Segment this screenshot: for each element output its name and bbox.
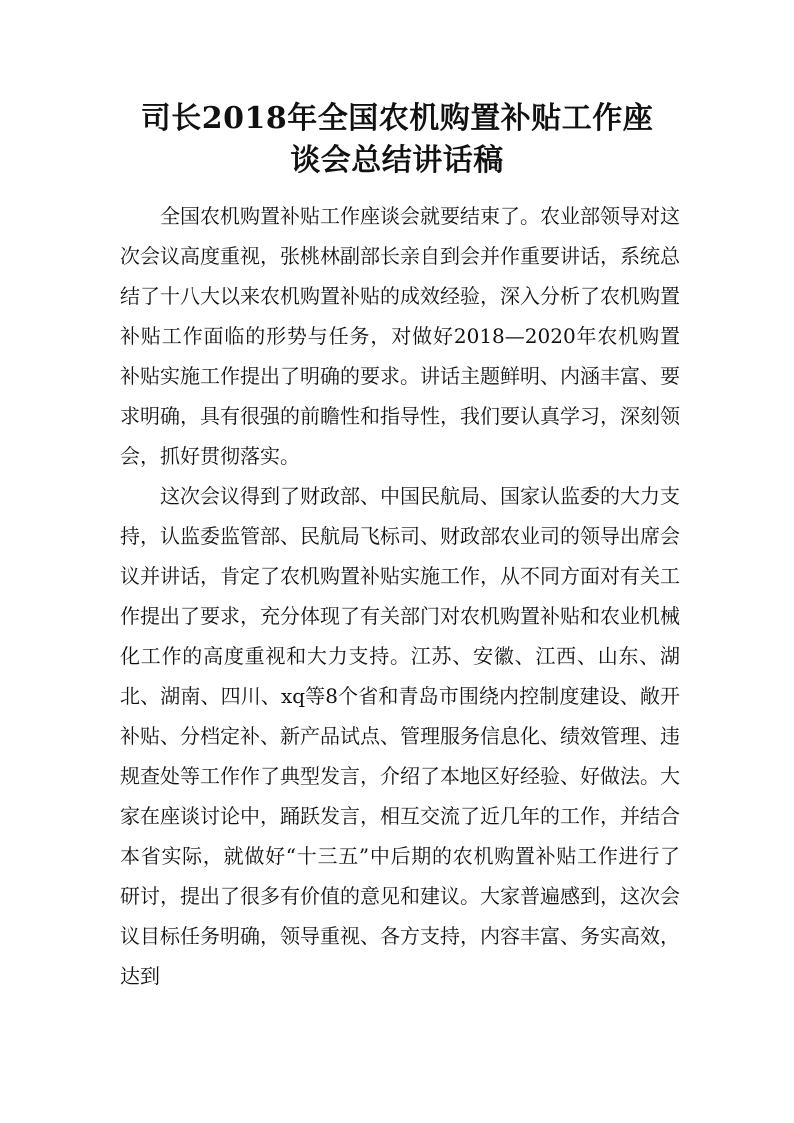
document-body <box>120 196 680 996</box>
title-line-2: 谈会总结讲话稿 <box>290 143 504 178</box>
document-title <box>100 98 694 182</box>
body-paragraph-1: 全国农机购置补贴工作座谈会就要结束了。农业部领导对这次会议高度重视，张桃林副部长亲自到会并作重要讲话，系统总结了十八大以来农机购置补贴的成效经验，深入分析了农机购置补贴工作面临的形势与任务，对做好2018—2020年农机购置补贴实施工作提出了明确的要求。讲话主题鲜明、内涵丰富、要求明确，具有很强的前瞻性和指导性，我们要认真学习，深刻领会，抓好贯彻落实。 <box>120 204 680 468</box>
body-paragraph-2: 这次会议得到了财政部、中国民航局、国家认监委的大力支持，认监委监管部、民航局飞标司、财政部农业司的领导出席会议并讲话，肯定了农机购置补贴实施工作，从不同方面对有关工作提出了要求，充分体现了有关部门对农机购置补贴和农业机械化工作的高度重视和大力支持。江苏、安徽、江西、山东、湖北、湖南、四川、xq等8个省和青岛市围绕内控制度建设、敞开补贴、分档定补、新产品试点、管理服务信息化、绩效管理、违规查处等工作作了典型发言，介绍了本地区好经验、好做法。大家在座谈讨论中，踊跃发言，相互交流了近几年的工作，并结合本省实际，就做好“十三五”中后期的农机购置补贴工作进行了研讨，提出了很多有价值的意见和建议。大家普遍感到，这次会议目标任务明确，领导重视、各方支持，内容丰富、务实高效，达到 <box>120 484 680 988</box>
title-line-1: 司长2018年全国农机购置补贴工作座 <box>140 101 654 136</box>
